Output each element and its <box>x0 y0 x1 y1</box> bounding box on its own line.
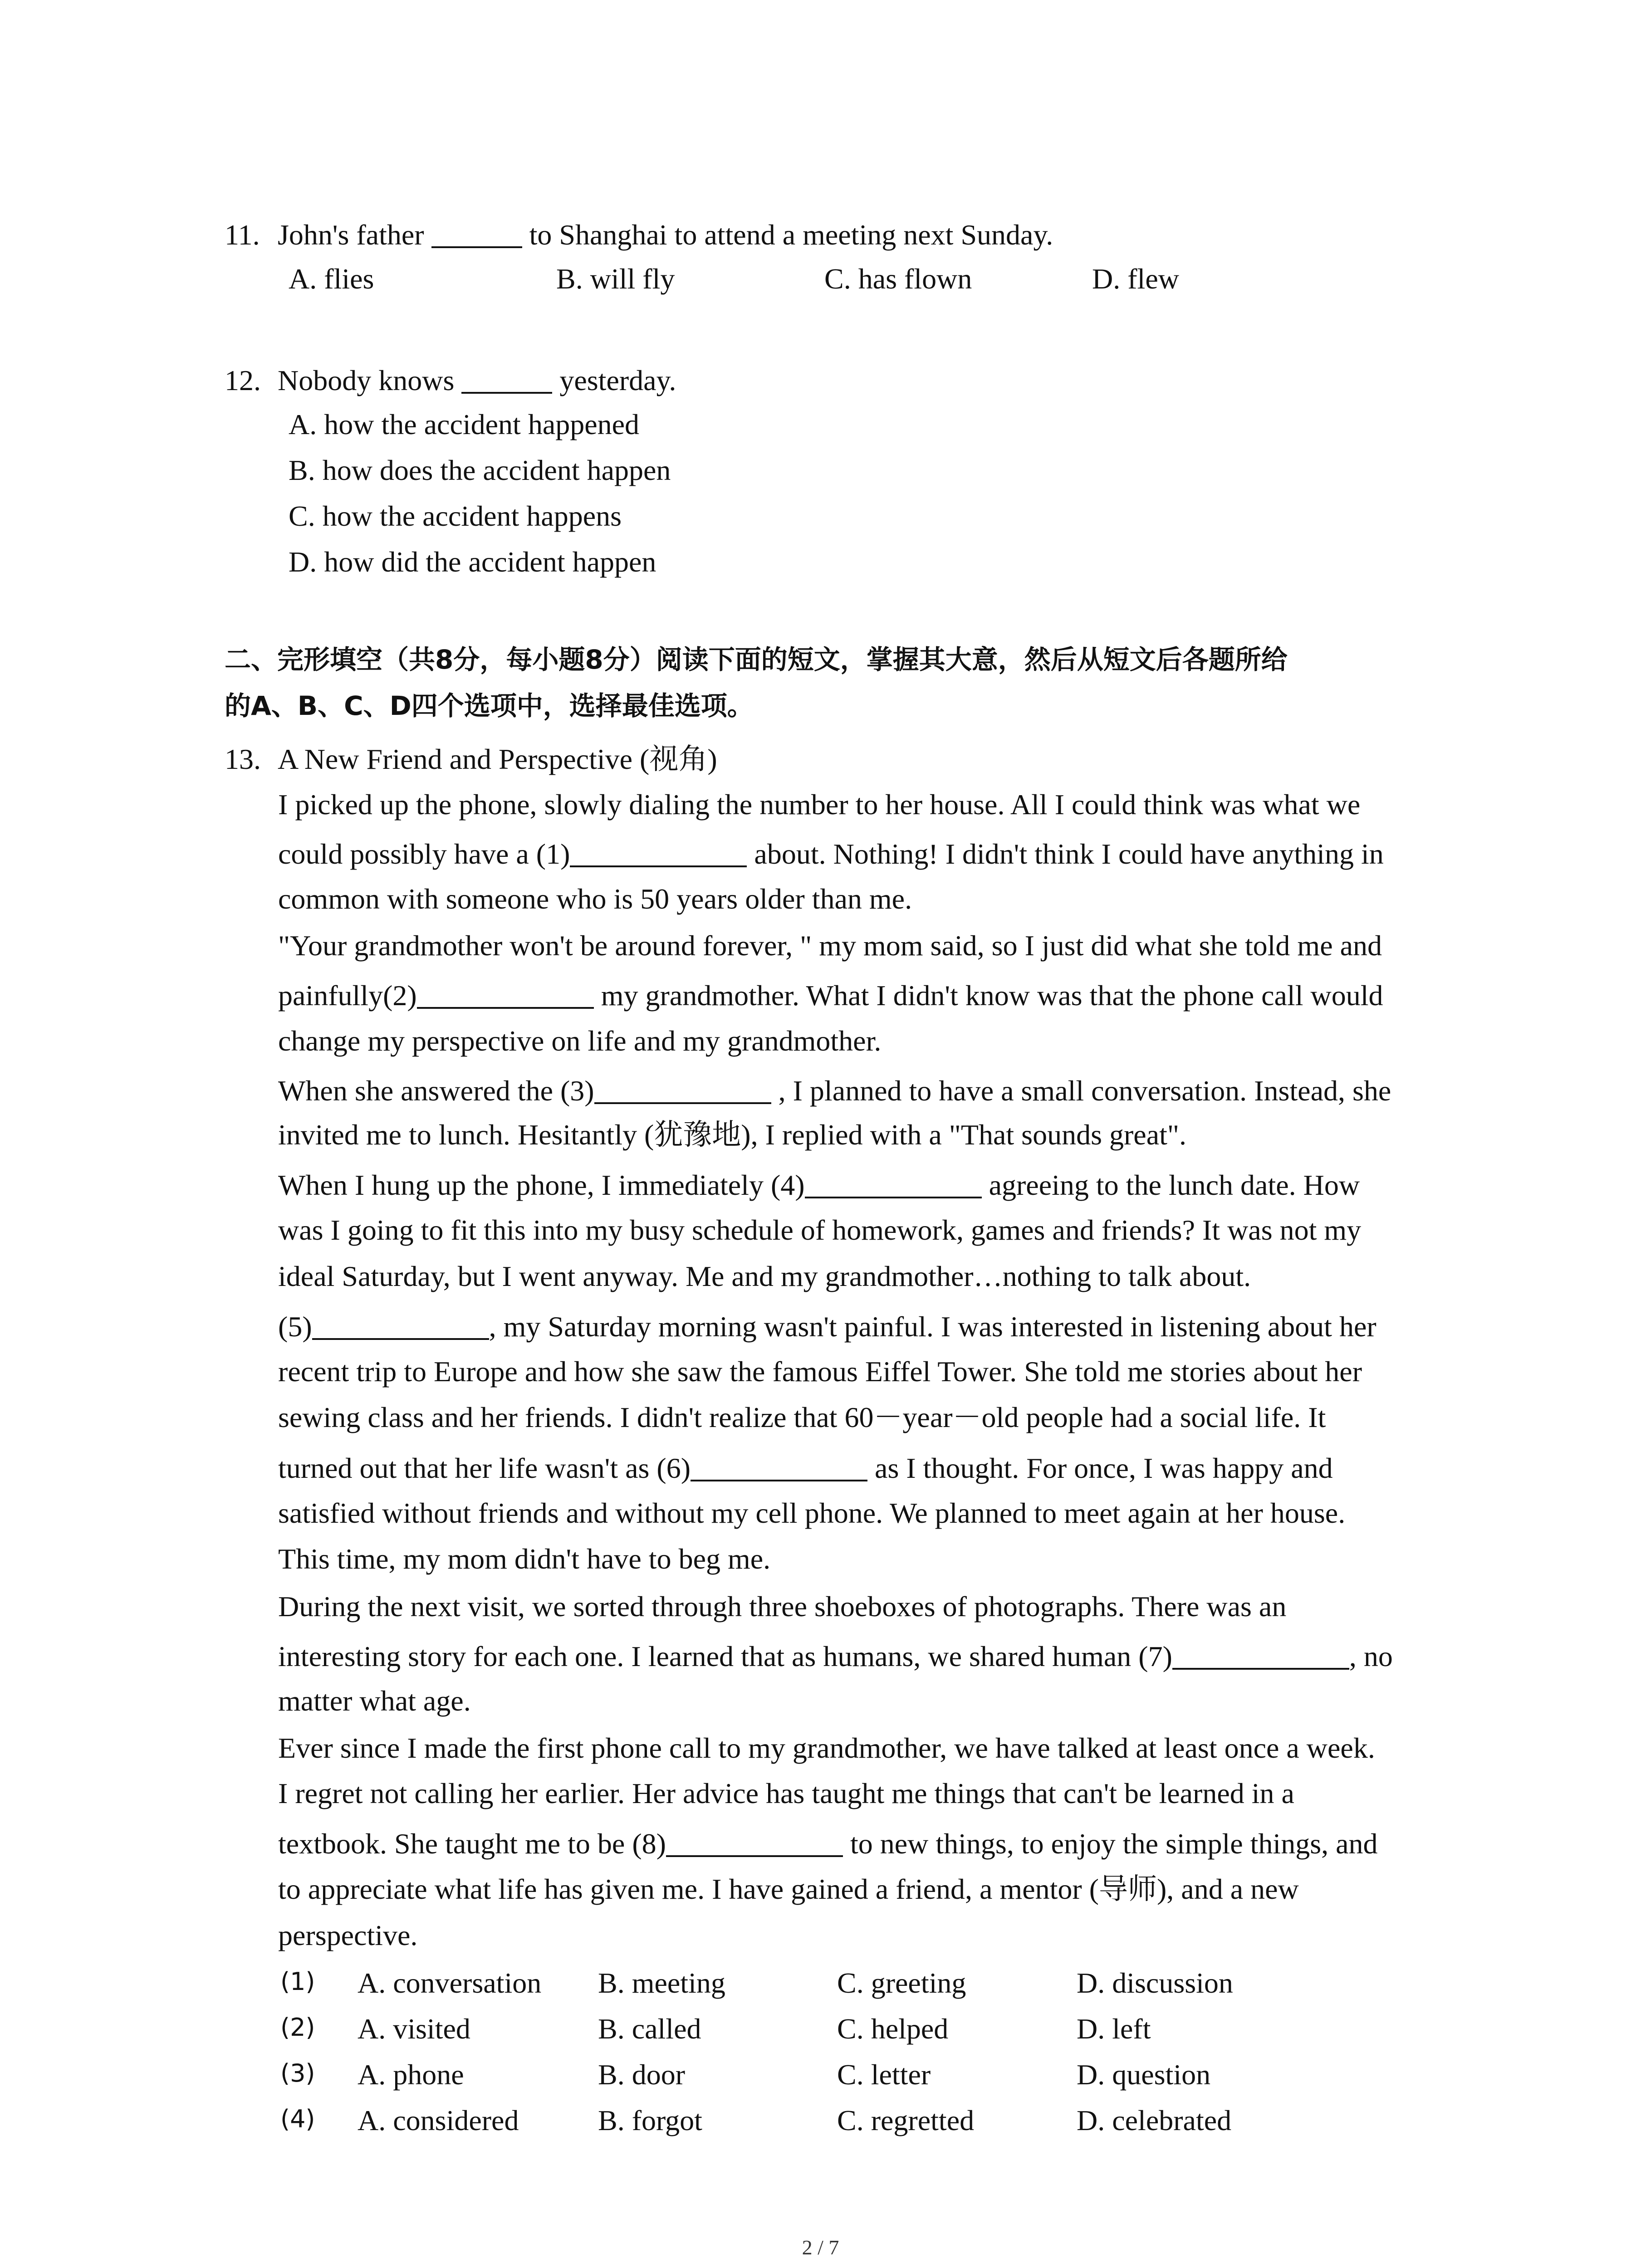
choice-option-b: B. meeting <box>598 1967 725 1999</box>
stem-text: John's father <box>278 219 424 251</box>
cloze-blank <box>1172 1641 1349 1670</box>
option-b: B. how does the accident happen <box>289 454 671 486</box>
choice-option-d: D. left <box>1077 2013 1151 2045</box>
passage-text: change my perspective on life and my grandmother. <box>278 1025 882 1057</box>
passage-line <box>278 1875 1299 1904</box>
passage-text: "Your grandmother won't be around forever, " my mom said, so I just did what she told me and <box>278 929 1382 962</box>
passage-text: This time, my mom didn't have to beg me. <box>278 1543 771 1575</box>
choice-row-number: (3) <box>280 2059 315 2087</box>
passage-title: A New Friend and Perspective (视角) <box>278 743 717 775</box>
option-d: D. how did the accident happen <box>289 546 656 578</box>
choice-row-number: (2) <box>280 2013 315 2042</box>
passage-text: , my Saturday morning wasn't painful. I was interested in listening about her <box>489 1310 1376 1343</box>
passage-text: interesting story for each one. I learned that as humans, we shared human (7) <box>278 1640 1172 1672</box>
passage-text: When I hung up the phone, I immediately (4) <box>278 1169 805 1201</box>
passage-text: invited me to lunch. Hesitantly (犹豫地), I replied with a "That sounds great". <box>278 1119 1187 1151</box>
choice-option-b: B. door <box>598 2058 685 2091</box>
option-a: A. flies <box>289 263 374 295</box>
passage-text: could possibly have a (1) <box>278 838 570 870</box>
passage-line <box>278 1075 1391 1105</box>
question-13-title <box>225 745 717 774</box>
option-d: D. flew <box>1092 263 1179 295</box>
passage-text: matter what age. <box>278 1685 471 1717</box>
passage-line <box>278 1120 1186 1149</box>
choice-option-c: C. helped <box>837 2013 949 2045</box>
option-b: B. will fly <box>556 263 675 295</box>
passage-line <box>278 931 1382 960</box>
question-12-stem <box>225 365 676 395</box>
question-number: 11. <box>225 219 260 251</box>
answer-blank <box>431 219 522 248</box>
section-heading: 的A、B、C、D四个选项中，选择最佳选项。 <box>225 690 754 721</box>
passage-line <box>278 1779 1294 1808</box>
passage-line <box>278 1262 1251 1291</box>
passage-text: turned out that her life wasn't as (6) <box>278 1452 691 1484</box>
passage-text: , I planned to have a small conversation. Instead, she <box>771 1075 1391 1107</box>
passage-line <box>278 1169 1360 1200</box>
choice-option-a: A. visited <box>358 2013 470 2045</box>
passage-line <box>278 1686 471 1716</box>
passage-line <box>278 980 1383 1010</box>
choice-option-a: A. phone <box>358 2058 464 2091</box>
passage-text: about. Nothing! I didn't think I could have anything in <box>747 838 1384 870</box>
passage-line <box>278 1921 417 1950</box>
passage-text: During the next visit, we sorted through three shoeboxes of photographs. There was an <box>278 1590 1287 1623</box>
passage-line <box>278 1592 1286 1621</box>
passage-text: agreeing to the lunch date. How <box>981 1169 1360 1201</box>
passage-text: ideal Saturday, but I went anyway. Me and my grandmother…nothing to talk about. <box>278 1260 1251 1292</box>
passage-line <box>278 1216 1361 1245</box>
passage-line <box>278 1828 1378 1858</box>
choice-option-b: B. forgot <box>598 2104 702 2136</box>
stem-text: yesterday. <box>559 364 676 396</box>
passage-text: (5) <box>278 1310 312 1343</box>
cloze-blank <box>417 980 594 1009</box>
passage-text: When she answered the (3) <box>278 1075 594 1107</box>
choice-option-b: B. called <box>598 2013 701 2045</box>
passage-text: to appreciate what life has given me. I have gained a friend, a mentor (导师), and a new <box>278 1873 1299 1905</box>
choice-option-d: D. celebrated <box>1077 2104 1232 2136</box>
passage-line <box>278 1452 1333 1483</box>
passage-line <box>278 1357 1362 1386</box>
passage-text: , no <box>1349 1640 1393 1672</box>
cloze-blank <box>312 1311 489 1340</box>
cloze-blank <box>570 838 747 867</box>
passage-text: recent trip to Europe and how she saw the famous Eiffel Tower. She told me stories about her <box>278 1355 1362 1388</box>
passage-line <box>278 1499 1345 1528</box>
passage-line <box>278 1734 1375 1763</box>
stem-text: Nobody knows <box>278 364 455 396</box>
passage-text: satisfied without friends and without my cell phone. We planned to meet again at her house. <box>278 1497 1346 1529</box>
choice-option-c: C. regretted <box>837 2104 975 2136</box>
choice-option-c: C. greeting <box>837 1967 966 1999</box>
passage-line <box>278 1545 770 1574</box>
passage-text: was I going to fit this into my busy schedule of homework, games and friends? It was not my <box>278 1214 1362 1246</box>
answer-blank <box>461 365 552 394</box>
choice-option-d: D. question <box>1077 2058 1211 2091</box>
cloze-blank <box>805 1169 982 1198</box>
question-number: 13. <box>225 743 261 775</box>
option-c: C. has flown <box>824 263 972 295</box>
passage-text: as I thought. For once, I was happy and <box>867 1452 1333 1484</box>
passage-line <box>278 790 1360 819</box>
passage-text: to new things, to enjoy the simple things, and <box>843 1828 1378 1860</box>
passage-line <box>278 1641 1393 1671</box>
choice-option-c: C. letter <box>837 2058 931 2091</box>
passage-text: sewing class and her friends. I didn't realize that 60－year－old people had a social life. It <box>278 1401 1326 1433</box>
option-c: C. how the accident happens <box>289 500 622 532</box>
page-number: 2 / 7 <box>802 2236 839 2259</box>
choice-option-a: A. conversation <box>358 1967 542 1999</box>
cloze-blank <box>691 1452 867 1481</box>
passage-line <box>278 885 912 914</box>
passage-text: I picked up the phone, slowly dialing the number to her house. All I could think was what we <box>278 788 1361 821</box>
passage-line <box>278 838 1384 869</box>
cloze-blank <box>666 1828 843 1857</box>
question-11-stem <box>225 219 1053 249</box>
passage-text: Ever since I made the first phone call to my grandmother, we have talked at least once a week. <box>278 1732 1375 1764</box>
choice-row-number: (1) <box>280 1967 315 1996</box>
passage-text: my grandmother. What I didn't know was that the phone call would <box>593 979 1383 1012</box>
passage-line <box>278 1403 1326 1432</box>
section-heading: 二、完形填空（共8分，每小题8分）阅读下面的短文，掌握其大意，然后从短文后各题所给 <box>225 644 1288 675</box>
passage-text: painfully(2) <box>278 979 417 1012</box>
stem-text: to Shanghai to attend a meeting next Sunday. <box>529 219 1053 251</box>
choice-option-a: A. considered <box>358 2104 519 2136</box>
question-number: 12. <box>225 364 261 396</box>
passage-line <box>278 1026 881 1056</box>
passage-text: common with someone who is 50 years older than me. <box>278 883 912 915</box>
choice-row-number: (4) <box>280 2105 315 2133</box>
passage-text: textbook. She taught me to be (8) <box>278 1828 666 1860</box>
passage-line <box>278 1311 1376 1341</box>
choice-option-d: D. discussion <box>1077 1967 1233 1999</box>
passage-text: perspective. <box>278 1919 418 1951</box>
option-a: A. how the accident happened <box>289 408 640 440</box>
passage-text: I regret not calling her earlier. Her advice has taught me things that can't be learned in a <box>278 1777 1294 1809</box>
cloze-blank <box>594 1075 771 1104</box>
